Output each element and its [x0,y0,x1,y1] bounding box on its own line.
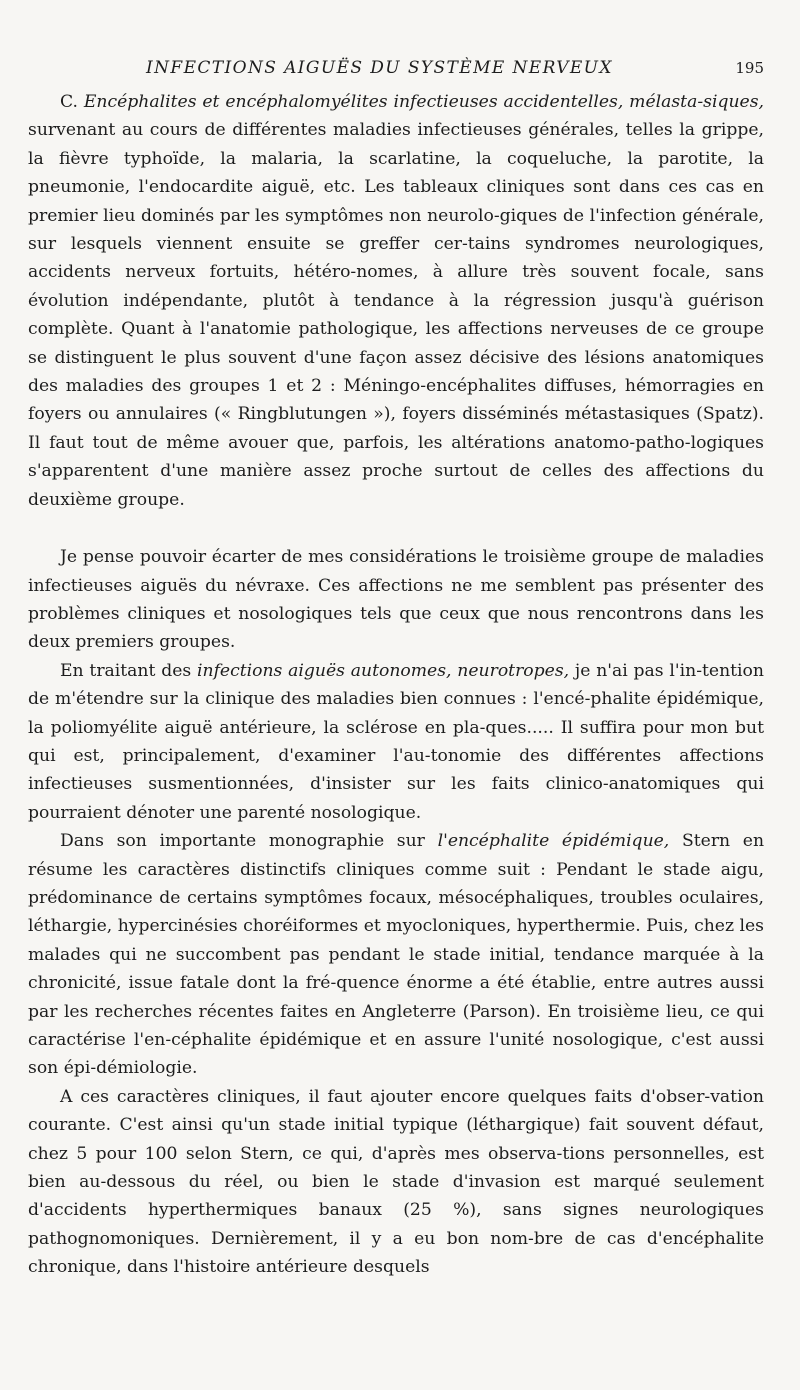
paragraph-4 [28,827,764,1083]
paragraph-5: A ces caractères cliniques, il faut ajouter encore quelques faits d'obser-vation courante. C'est ainsi qu'un stade initial typique (léthargique) fait souvent défaut, chez 5 pour 100 selon Stern, ce qui, d'après mes observa-tions personnelles, est bien au-dessous du réel, ou bien le stade d'invasion est marqué seulement d'accidents hyperthermiques banaux (25 %), sans signes neurologiques pathognomoniques. Dernièrement, il y a eu bon nom-bre de cas d'encéphalite chronique, dans l'histoire antérieure desquels [28,1086,764,1278]
emphasis-text: infections aiguës autonomes, neurotropes, [197,660,570,681]
paragraph-2: Je pense pouvoir écarter de mes considérations le troisième groupe de maladies infectieuses aiguës du névraxe. Ces affections ne me semblent pas présenter des problèmes cliniques et nosologiques tels que ceux que nous rencontrons dans les deux premiers groupes. [28,547,764,653]
paragraph-c [28,88,764,514]
page-number: 195 [735,59,764,77]
section-label: C. [60,92,79,112]
paragraph-gap [28,514,764,543]
paragraph-text: Stern en résume les caractères distinctifs cliniques comme suit : Pendant le stade aigu, prédominance de certains symptômes focaux, mésocéphaliques, troubles oculaires, léthargie, hypercinésies choréiformes et myocloniques, hyperthermie. Puis, chez les malades qui ne succombent pas pendant le stade initial, tendance marquée à la chronicité, issue fatale dont la fré-quence énorme a été établie, entre autres aussi par les recherches récentes faites en Angleterre (Parson). En troisième lieu, ce qui caractérise l'en-céphalite épidémique et en assure l'unité nosologique, c'est aussi son épi-démiologie. [28,831,765,1079]
paragraph-3 [28,657,764,827]
paragraph-text: je n'ai pas l'in-tention de m'étendre sur la clinique des maladies bien connues : l'encé-phalite épidémique, la poliomyélite aiguë antérieure, la sclérose en pla-ques..... Il suffira pour mon but qui est, principalement, d'examiner l'au-tonomie des différentes affections infectieuses susmentionnées, d'insister sur les faits clinico-anatomiques qui pourraient dénoter une parenté nosologique. [28,660,764,823]
emphasis-text: l'encéphalite épidémique, [437,831,670,852]
paragraph-text: En traitant des [60,660,192,681]
paragraph-text: survenant au cours de différentes maladies infectieuses générales, telles la grippe, la fièvre typhoïde, la malaria, la scarlatine, la coqueluche, la parotite, la pneumonie, l'endocardite aiguë, etc. Les tableaux cliniques sont dans ces cas en premier lieu dominés par les symptômes non neurolo-giques de l'infection générale, sur lesquels viennent ensuite se greffer cer-tains syndromes neurologiques, accidents nerveux fortuits, hétéro-nomes, à allure très souvent focale, sans évolution indépendante, plutôt à tendance à la régression jusqu'à guérison complète. Quant à l'anatomie pathologique, les affections nerveuses de ce groupe se distinguent le plus souvent d'une façon assez décisive des lésions anatomiques des maladies des groupes 1 et 2 : Méningo-encéphalites diffuses, hémorragies en foyers ou annulaires (« Ringblutungen »), foyers disséminés métastasiques (Spatz). Il faut tout de même avouer que, parfois, les altérations anatomo-patho-logiques s'apparentent d'une manière assez proche surtout de celles des affections du deuxième groupe. [28,120,764,510]
running-title: INFECTIONS AIGUËS DU SYSTÈME NERVEUX [146,58,613,78]
paragraph-text: Dans son importante monographie sur [60,831,425,852]
section-title: Encéphalites et encéphalomyélites infectieuses accidentelles, mélasta-siques, [83,92,764,112]
running-head [28,58,764,78]
